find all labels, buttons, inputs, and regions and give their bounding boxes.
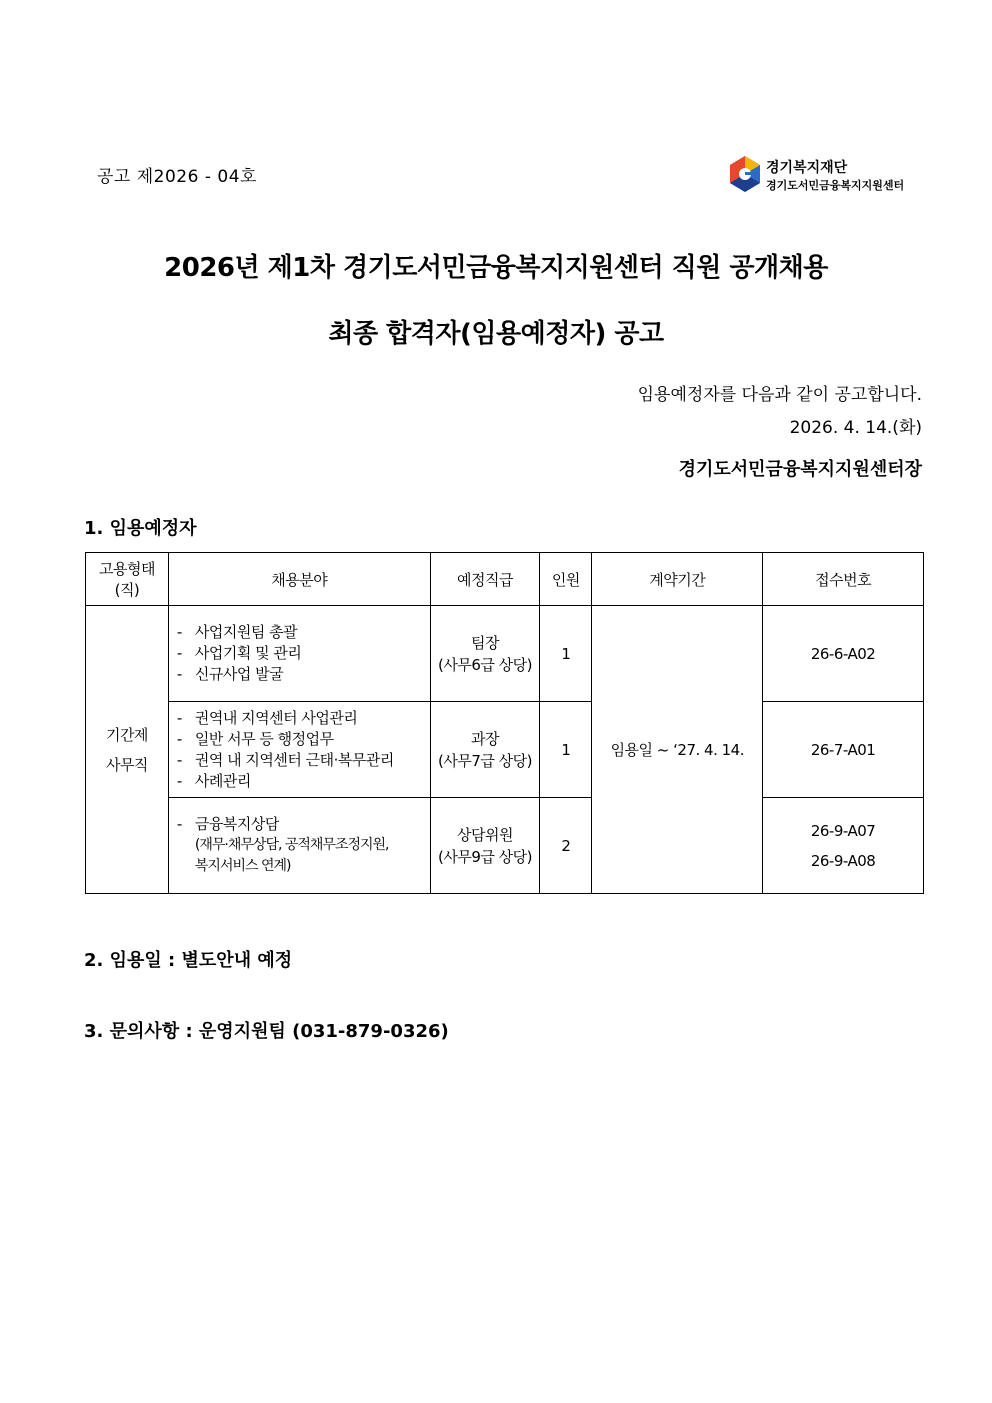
table-row xyxy=(86,606,924,702)
list-item: - 사례관리 xyxy=(177,771,430,792)
table-header-row xyxy=(86,553,924,606)
list-item: - 권역내 지역센터 사업관리 xyxy=(177,708,430,729)
receipt-cell xyxy=(763,798,924,894)
receipt-number: 26-7-A01 xyxy=(810,740,876,759)
table-row xyxy=(86,702,924,798)
candidates-table xyxy=(85,552,924,894)
notice-number: 공고 제2026 - 04호 xyxy=(97,167,257,187)
issuer-name: 경기도서민금융복지지원센터장 xyxy=(678,459,922,480)
contract-period-cell: 임용일 ~ ‘27. 4. 14. xyxy=(592,606,763,894)
count-cell: 1 xyxy=(540,702,592,798)
field-cell xyxy=(168,798,430,894)
receipt-cell xyxy=(763,606,924,702)
list-item: - 사업지원팀 총괄 xyxy=(177,622,430,643)
receipt-number: 26-9-A08 xyxy=(810,851,876,870)
grade-cell xyxy=(430,798,540,894)
logo-org-name: 경기복지재단 xyxy=(766,160,848,176)
list-item: - 신규사업 발굴 xyxy=(177,664,430,685)
foundation-emblem-icon xyxy=(728,155,762,193)
table-row xyxy=(86,798,924,894)
grade-title: 상담위원 xyxy=(457,825,513,844)
grade-title: 팀장 xyxy=(471,633,499,652)
header-receipt: 접수번호 xyxy=(763,553,924,606)
grade-title: 과장 xyxy=(471,729,499,748)
list-item: - 권역 내 지역센터 근태·복무관리 xyxy=(177,750,430,771)
count-cell: 1 xyxy=(540,606,592,702)
grade-level: (사무7급 상당) xyxy=(438,751,532,770)
header-employment-type-line2: (직) xyxy=(114,581,140,599)
section-heading-candidates: 1. 임용예정자 xyxy=(84,518,197,539)
list-item: - 사업기획 및 관리 xyxy=(177,643,430,664)
grade-cell xyxy=(430,702,540,798)
header-field: 채용분야 xyxy=(168,553,430,606)
grade-level: (사무9급 상당) xyxy=(438,847,532,866)
grade-cell xyxy=(430,606,540,702)
header-employment-type xyxy=(86,553,169,606)
employment-type-line1: 기간제 xyxy=(105,725,148,744)
list-item: - 일반 서무 등 행정업무 xyxy=(177,729,430,750)
receipt-cell xyxy=(763,702,924,798)
organization-logo xyxy=(728,155,928,195)
page-title-line2: 최종 합격자(임용예정자) 공고 xyxy=(328,319,664,349)
employment-type-cell xyxy=(86,606,169,894)
field-detail-line2: 복지서비스 연계) xyxy=(194,858,291,874)
page-title-line1: 2026년 제1차 경기도서민금융복지지원센터 직원 공개채용 xyxy=(164,253,828,283)
receipt-number: 26-6-A02 xyxy=(810,644,876,663)
list-item: - 금융복지상담 xyxy=(177,814,430,835)
section-heading-inquiries: 3. 문의사항 : 운영지원팀 (031-879-0326) xyxy=(84,1021,449,1042)
section-heading-appointment-date: 2. 임용일 : 별도안내 예정 xyxy=(84,950,293,971)
notice-date: 2026. 4. 14.(화) xyxy=(789,418,922,438)
grade-level: (사무6급 상당) xyxy=(438,655,532,674)
intro-text: 임용예정자를 다음과 같이 공고합니다. xyxy=(637,385,922,405)
logo-center-name: 경기도서민금융복지지원센터 xyxy=(766,179,905,192)
count-cell: 2 xyxy=(540,798,592,894)
header-count: 인원 xyxy=(540,553,592,606)
receipt-number: 26-9-A07 xyxy=(810,821,876,840)
employment-type-line2: 사무직 xyxy=(105,755,148,774)
field-cell xyxy=(168,702,430,798)
header-period: 계약기간 xyxy=(592,553,763,606)
header-grade: 예정직급 xyxy=(430,553,540,606)
field-detail-line1: (재무·채무상담, 공적채무조정지원, xyxy=(194,837,389,853)
field-cell xyxy=(168,606,430,702)
header-employment-type-line1: 고용형태 xyxy=(98,560,155,578)
